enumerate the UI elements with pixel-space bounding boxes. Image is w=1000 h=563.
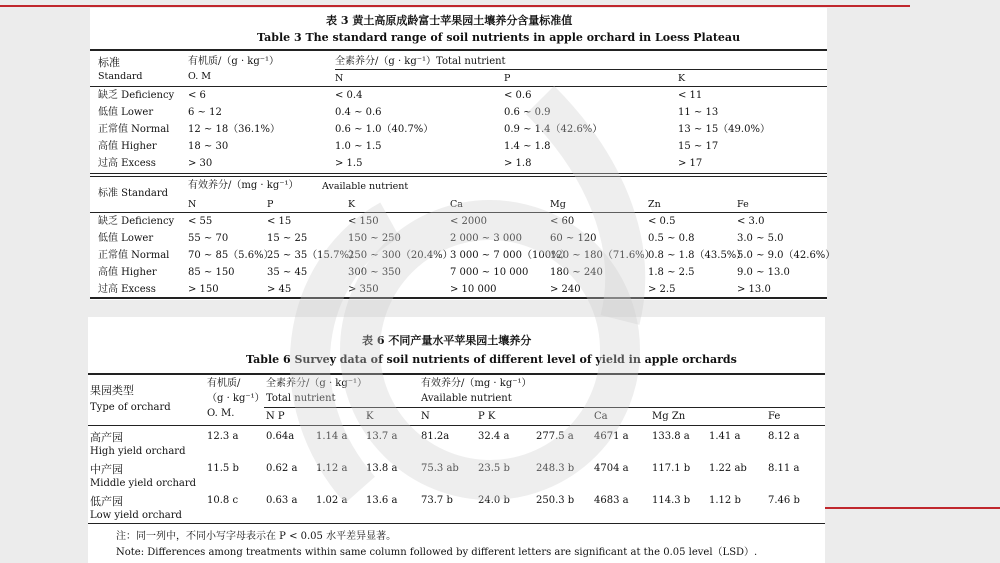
table3-cell: > 240 — [550, 284, 581, 295]
table6-note-cn: 注：同一列中，不同小写字母表示在 P < 0.05 水平差异显著。 — [116, 531, 397, 542]
table6-cell: 73.7 b — [421, 495, 453, 506]
table3-mid-rule-2 — [90, 176, 827, 177]
table3-cell: 1.4 ~ 1.8 — [504, 141, 551, 152]
table6-total-en: Total nutrient — [266, 393, 336, 404]
table6-cell: 11.5 b — [207, 463, 239, 474]
table6-cell: 10.8 c — [207, 495, 239, 506]
table3-cell: 0.8 ~ 1.8（43.5%） — [648, 250, 747, 261]
table3-cell: 2 000 ~ 3 000 — [450, 233, 522, 244]
top-accent-bar — [0, 5, 910, 7]
table3-cell: > 17 — [678, 158, 703, 169]
table3-row-label: 缺乏 Deficiency — [98, 90, 175, 101]
table3-om-cn: 有机质/（g · kg⁻¹） — [188, 56, 280, 67]
table3-standard2: 标准 Standard — [98, 188, 168, 199]
table6-cell: 1.41 a — [709, 431, 741, 442]
table6-row-type-en: Middle yield orchard — [90, 478, 197, 489]
table3-cell: 25 ~ 35（15.7%） — [267, 250, 359, 261]
table3-col2-header: Ca — [450, 199, 463, 210]
table6-cell: 4683 a — [594, 495, 629, 506]
table3-standard-cn: 标准 — [98, 56, 120, 69]
table6-bottom-rule — [88, 523, 825, 524]
table6-cell: 114.3 b — [652, 495, 691, 506]
table3-cell: < 6 — [188, 90, 206, 101]
table6-om-unit: （g · kg⁻¹） — [207, 393, 265, 404]
table6-om-en: O. M. — [207, 408, 235, 419]
table3-cell: > 150 — [188, 284, 219, 295]
table6-cell: 1.22 ab — [709, 463, 747, 474]
table6-caption-cn: 表 6 不同产量水平苹果园土壤养分 — [362, 334, 532, 347]
table3-row-label: 高值 Higher — [98, 141, 157, 152]
table6-type-cn: 果园类型 — [90, 384, 134, 397]
table3-cell: 12 ~ 18（36.1%） — [188, 124, 280, 135]
table3-caption-cn: 表 3 黄土高原成龄富士苹果园土壤养分含量标准值 — [326, 14, 573, 27]
table3-cell: < 11 — [678, 90, 703, 101]
table3-cell: 11 ~ 13 — [678, 107, 719, 118]
table3-cell: < 150 — [348, 216, 379, 227]
table3-cell: 15 ~ 25 — [267, 233, 308, 244]
table3-cell: > 350 — [348, 284, 379, 295]
table3-cell: < 0.4 — [335, 90, 363, 101]
table3-avail-cn: 有效养分/（mg · kg⁻¹） — [188, 180, 299, 191]
table3-cell: 13 ~ 15（49.0%） — [678, 124, 770, 135]
table6-col-pk: P K — [478, 411, 496, 422]
table6-col-n: N — [421, 411, 430, 422]
table3-cell: 15 ~ 17 — [678, 141, 719, 152]
table3-cell: 300 ~ 350 — [348, 267, 401, 278]
table6-type-en: Type of orchard — [90, 402, 171, 413]
table3-col2-header: N — [188, 199, 197, 210]
table6-cell: 12.3 a — [207, 431, 239, 442]
table6-cell: 81.2a — [421, 431, 450, 442]
table3-cell: > 1.5 — [335, 158, 363, 169]
table3-head-rule — [90, 86, 827, 87]
table3-cell: 1.0 ~ 1.5 — [335, 141, 382, 152]
table3-cell: 3.0 ~ 5.0 — [737, 233, 784, 244]
table3-cell: 1.8 ~ 2.5 — [648, 267, 695, 278]
table3-col-p: P — [504, 73, 511, 84]
table6-cell: 0.64a — [266, 431, 295, 442]
table6-cell: 1.12 a — [316, 463, 348, 474]
table3-cell: < 3.0 — [737, 216, 765, 227]
table3-cell: 55 ~ 70 — [188, 233, 229, 244]
table3-col-n: N — [335, 73, 344, 84]
table6-cell: 277.5 a — [536, 431, 574, 442]
table6-cell: 1.12 b — [709, 495, 741, 506]
table3-row-label: 过高 Excess — [98, 284, 156, 295]
table6-col-ca: Ca — [594, 411, 608, 422]
table6-cell: 4704 a — [594, 463, 629, 474]
table6-head-rule — [88, 425, 825, 426]
table6-total-cn: 全素养分/（g · kg⁻¹） — [266, 378, 368, 389]
table3-row-label: 正常值 Normal — [98, 250, 170, 261]
table6-om-cn: 有机质/ — [207, 378, 241, 389]
table6-col-fe: Fe — [768, 411, 781, 422]
table3-cell: 70 ~ 85（5.6%） — [188, 250, 274, 261]
table3-row-label: 正常值 Normal — [98, 124, 170, 135]
table6-cell: 8.12 a — [768, 431, 800, 442]
table3-cell: < 55 — [188, 216, 213, 227]
table3-cell: 85 ~ 150 — [188, 267, 235, 278]
table3-cell: 3 000 ~ 7 000（100%） — [450, 250, 571, 261]
table6-cell: 133.8 a — [652, 431, 690, 442]
table6-cell: 23.5 b — [478, 463, 510, 474]
table3-head2-rule — [90, 212, 827, 213]
table3-cell: 120 ~ 180（71.6%） — [550, 250, 655, 261]
table6-panel — [88, 317, 825, 563]
table3-row-label: 过高 Excess — [98, 158, 156, 169]
table3-row-label: 缺乏 Deficiency — [98, 216, 175, 227]
table3-cell: > 45 — [267, 284, 292, 295]
table3-cell: 250 ~ 300（20.4%） — [348, 250, 453, 261]
table3-col2-header: K — [348, 199, 356, 210]
table3-cell: < 0.6 — [504, 90, 532, 101]
table6-cell: 248.3 b — [536, 463, 575, 474]
table6-cell: 1.02 a — [316, 495, 348, 506]
table3-cell: > 1.8 — [504, 158, 532, 169]
table3-top-rule — [90, 49, 827, 51]
table6-caption-en: Table 6 Survey data of soil nutrients of different level of yield in apple orchards — [246, 353, 737, 366]
table6-row-type-en: High yield orchard — [90, 446, 186, 457]
table3-col2-header: Zn — [648, 199, 661, 210]
table3-cell: 150 ~ 250 — [348, 233, 401, 244]
table6-cell: 13.7 a — [366, 431, 398, 442]
table3-subhead-rule — [335, 69, 827, 70]
table3-om-en: O. M — [188, 71, 211, 82]
table6-cell: 250.3 b — [536, 495, 575, 506]
table6-cell: 117.1 b — [652, 463, 691, 474]
table3-cell: 60 ~ 120 — [550, 233, 597, 244]
table3-cell: 18 ~ 30 — [188, 141, 229, 152]
table6-cell: 7.46 b — [768, 495, 800, 506]
table6-cell: 32.4 a — [478, 431, 510, 442]
table3-cell: > 30 — [188, 158, 213, 169]
table3-row-label: 高值 Higher — [98, 267, 157, 278]
table3-col2-header: P — [267, 199, 274, 210]
table3-mid-rule — [90, 173, 827, 174]
table3-cell: > 2.5 — [648, 284, 676, 295]
table6-cell: 4671 a — [594, 431, 629, 442]
table6-cell: 13.6 a — [366, 495, 398, 506]
table3-cell: < 15 — [267, 216, 292, 227]
table6-col-np: N P — [266, 411, 285, 422]
table3-panel — [90, 8, 836, 300]
table3-bottom-rule — [90, 297, 827, 299]
table3-cell: 0.9 ~ 1.4（42.6%） — [504, 124, 603, 135]
table6-avail-cn: 有效养分/（mg · kg⁻¹） — [421, 378, 532, 389]
table6-top-rule — [88, 373, 825, 375]
table6-row-type-cn: 高产园 — [90, 431, 123, 444]
table3-col2-header: Fe — [737, 199, 749, 210]
table3-standard-en: Standard — [98, 71, 143, 82]
table3-cell: < 0.5 — [648, 216, 676, 227]
table3-cell: 7 000 ~ 10 000 — [450, 267, 529, 278]
table3-cell: 5.0 ~ 9.0（42.6%） — [737, 250, 836, 261]
table3-cell: 6 ~ 12 — [188, 107, 222, 118]
table3-row-label: 低值 Lower — [98, 233, 154, 244]
table6-subhead-rule — [264, 407, 825, 408]
table6-col-k: K — [366, 411, 374, 422]
table3-col2-header: Mg — [550, 199, 566, 210]
table3-col-k: K — [678, 73, 686, 84]
table6-cell: 75.3 ab — [421, 463, 459, 474]
table3-cell: < 2000 — [450, 216, 488, 227]
table6-note-en: Note: Differences among treatments within same column followed by different letters are significant at the 0.05 level（LSD）. — [116, 547, 758, 558]
table6-row-type-cn: 中产园 — [90, 463, 123, 476]
table3-cell: 35 ~ 45 — [267, 267, 308, 278]
table3-cell: 0.6 ~ 1.0（40.7%） — [335, 124, 434, 135]
table3-cell: 0.6 ~ 0.9 — [504, 107, 551, 118]
table3-cell: > 13.0 — [737, 284, 771, 295]
table6-cell: 0.63 a — [266, 495, 298, 506]
table6-cell: 24.0 b — [478, 495, 510, 506]
table3-cell: 0.4 ~ 0.6 — [335, 107, 382, 118]
table3-cell: 180 ~ 240 — [550, 267, 603, 278]
table3-caption-en: Table 3 The standard range of soil nutrients in apple orchard in Loess Plateau — [257, 31, 741, 44]
table6-cell: 0.62 a — [266, 463, 298, 474]
table3-cell: 0.5 ~ 0.8 — [648, 233, 695, 244]
table3-cell: > 10 000 — [450, 284, 497, 295]
table6-avail-en: Available nutrient — [421, 393, 512, 404]
table3-cell: 9.0 ~ 13.0 — [737, 267, 790, 278]
table3-cell: < 60 — [550, 216, 575, 227]
table3-avail-en: Available nutrient — [322, 181, 409, 192]
table6-cell: 8.11 a — [768, 463, 800, 474]
table3-total-header: 全素养分/（g · kg⁻¹）Total nutrient — [335, 56, 506, 67]
table6-row-type-cn: 低产园 — [90, 495, 123, 508]
table6-cell: 1.14 a — [316, 431, 348, 442]
table6-row-type-en: Low yield orchard — [90, 510, 182, 521]
table3-row-label: 低值 Lower — [98, 107, 154, 118]
table6-col-mgzn: Mg Zn — [652, 411, 686, 422]
table6-cell: 13.8 a — [366, 463, 398, 474]
